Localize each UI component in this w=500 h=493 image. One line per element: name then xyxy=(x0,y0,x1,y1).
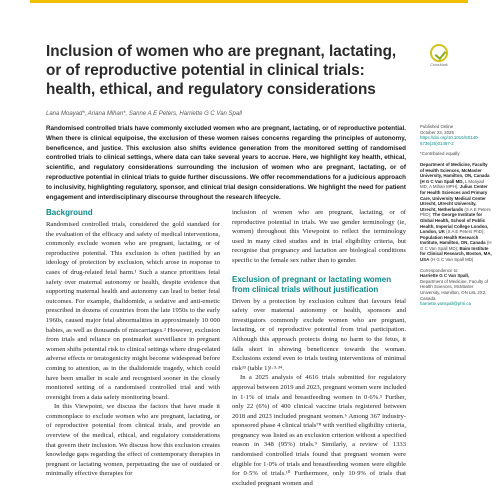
affiliation-authors: (H G C Van Spall MD) xyxy=(430,257,474,263)
published-label: Published Online xyxy=(420,124,454,129)
body-paragraph: Randomised controlled trials, considered the gold standard for the evaluation of the efficacy and safety of medical interventions, commonly exclude women who are pregnant, lactating, or of reproductive potential. This exclusion is often justified by an ideology of protection by exclusion, which arose in response to cases of drug-related fetal harm.¹ Such a stance prioritises fetal safety over maternal autonomy or health, despite evidence that supporting maternal health and autonomy can lead to better fetal outcomes. For example, thalidomide, a sedative and anti-emetic prescribed in dozens of countries from the late 1950s to the early 1960s, caused major fetal abnormalities in approximately 10 000 babies, as well as thousands of miscarriages.² However, exclusion from trials and reliance on postmarket surveillance in pregnant women shifts potential risk to clinical settings where drug-related adverse effects or teratogenicity might become widespread before coming to attention, as in the thalidomide tragedy, which could have been smaller in scale and recognised sooner in the closely monitored setting of a randomised controlled trial and with oversight from a data safety monitoring board. xyxy=(46,221,220,401)
contributed-note: *Contributed equally xyxy=(420,151,460,157)
body-paragraph: In this Viewpoint, we discuss the factors that have made it commonplace to exclude women who are pregnant, lactating, or of reproductive potential from clinical trials, and provide an overview of the medical, ethical, and regulatory considerations that govern their inclusion. We discuss how this exclusion creates knowledge gaps regarding the effect of contemporary therapies in pregnant or lactating women, perpetuating the use of outdated or minimally effective therapies for xyxy=(46,403,220,478)
correspondence-email-link[interactable]: harriette.vanspall@phri.ca xyxy=(420,301,472,307)
affiliation-name: Department of Medicine, Faculty of Health Sciences, McMaster University, Hamilton, ON, Canada (H G C Van Spall MD, xyxy=(420,161,490,184)
affiliation xyxy=(420,162,492,263)
affiliation-authors: (H G C Van Spall MD); xyxy=(420,240,492,251)
left-column xyxy=(46,208,220,479)
correspondence xyxy=(420,268,492,307)
affiliation-authors: (S A E Peters PhD); xyxy=(420,206,491,218)
right-column xyxy=(232,208,406,488)
published-date: October 23, 2025 xyxy=(420,129,454,135)
body-paragraph: In a 2025 analysis of 4616 trials submitted for regulatory approval between 2019 and 2023, pregnant women were included in 1·1% of trials and breastfeeding women in 0·6%.⁵ Further, only 22 (6%) of 400 clinical vaccine trials registered between 2018 and 2023 included pregnant women.⁶ Among 367 industry-sponsored phase 4 clinical trials⁷⁸ with verified eligibility criteria, pregnancy was listed as an exclusion criterion without a specified reason in 348 (95%) trials.⁹ Similarly, a review of 1333 randomised controlled trials found that pregnant women were eligible for 1·0% of trials and breastfeeding women were eligible for 0·5% of trials.¹⁰ Furthermore, only 10·9% of trials that excluded pregnant women and xyxy=(232,374,406,487)
affiliation-name: Julius Center for Health Sciences and Primary Care, University Medical Center Utrecht, Utrecht University, Utrecht, Netherlands xyxy=(420,184,488,212)
affiliation-authors: L Moayad MD, A Mihan MPH); xyxy=(420,178,485,190)
crossmark-badge[interactable] xyxy=(424,44,454,67)
affiliation-name: Baim Institute for Clinical Research, Boston, MA, USA xyxy=(420,245,492,263)
affiliation-authors: (S A E Peters PhD); xyxy=(446,229,485,235)
article-sidebar xyxy=(420,124,492,312)
correspondence-label: Correspondence to: xyxy=(420,267,459,273)
affiliation-name: The George Institute for Global Health, School of Public Health, Imperial College London, London, UK xyxy=(420,212,489,235)
publication-info xyxy=(420,124,492,146)
journal-top-bar xyxy=(30,0,468,3)
correspondence-address: Department of Medicine, Faculty of Health Sciences, McMaster University, Hamilton, ON L8L 2X2, Canada xyxy=(420,278,489,301)
crossmark-icon xyxy=(430,44,448,62)
summary-abstract: Randomised controlled trials have commonly excluded women who are pregnant, lactating, or of reproductive potential. When there is clinical equipoise, the exclusion of these women raises concerns regarding the principles of autonomy, beneficence, and justice. This exclusion also shifts evidence generation from the monitored setting of randomised controlled trials to clinical settings, where data can take several years to accrue. Here, we highlight key health, ethical, scientific, and regulatory considerations surrounding the inclusion of women who are pregnant, lactating, or of reproductive potential in clinical trials to guide further discussions. We offer recommendations for a judicious approach to inclusivity, highlighting regulatory, sponsor, and clinical trial design considerations. We highlight the need for patient engagement and interdisciplinary discourse throughout the research lifecycle. xyxy=(46,125,406,201)
body-paragraph: Driven by a protection by exclusion culture that favours fetal safety over maternal autonomy or health, sponsors and investigators commonly exclude women who are pregnant, lactating, or of reproductive potential from trial participation. Although this approach protects doing no harm to the fetus, it falls short in showing beneficence towards the woman. Exclusions extend even to trials testing interventions of minimal risk³³ (table 1)¹·³·³⁴. xyxy=(232,297,406,372)
body-paragraph: inclusion of women who are pregnant, lactating, or of reproductive potential in trials. We use gender terminology (ie, women) throughout this Viewpoint to reflect the terminology used in many cited studies and in trial eligibility criteria, but recognise that pregnancy and lactation are biological conditions specific to the female sex rather than to gender. xyxy=(232,209,406,264)
author-list: Lana Moayad*, Ariana Mihan*, Sanne A E Peters, Harriette G C Van Spall xyxy=(46,111,242,117)
section-heading-exclusion: Exclusion of pregnant or lactating women from clinical trials without justification xyxy=(232,274,392,294)
article-title: Inclusion of women who are pregnant, lactating, or of reproductive potential in clinical trials: health, ethical, and regulatory considerations xyxy=(46,43,397,98)
correspondence-name: Harriette G C Van Spall, xyxy=(420,273,470,279)
affiliation-name: Population Health Research Institute, Hamilton, ON, Canada xyxy=(420,234,486,246)
doi-link[interactable]: https://doi.org/10.1016/S0140-6736(25)01497-2 xyxy=(420,135,480,146)
crossmark-label: CrossMark xyxy=(430,63,448,67)
section-heading-background: Background xyxy=(46,208,93,217)
